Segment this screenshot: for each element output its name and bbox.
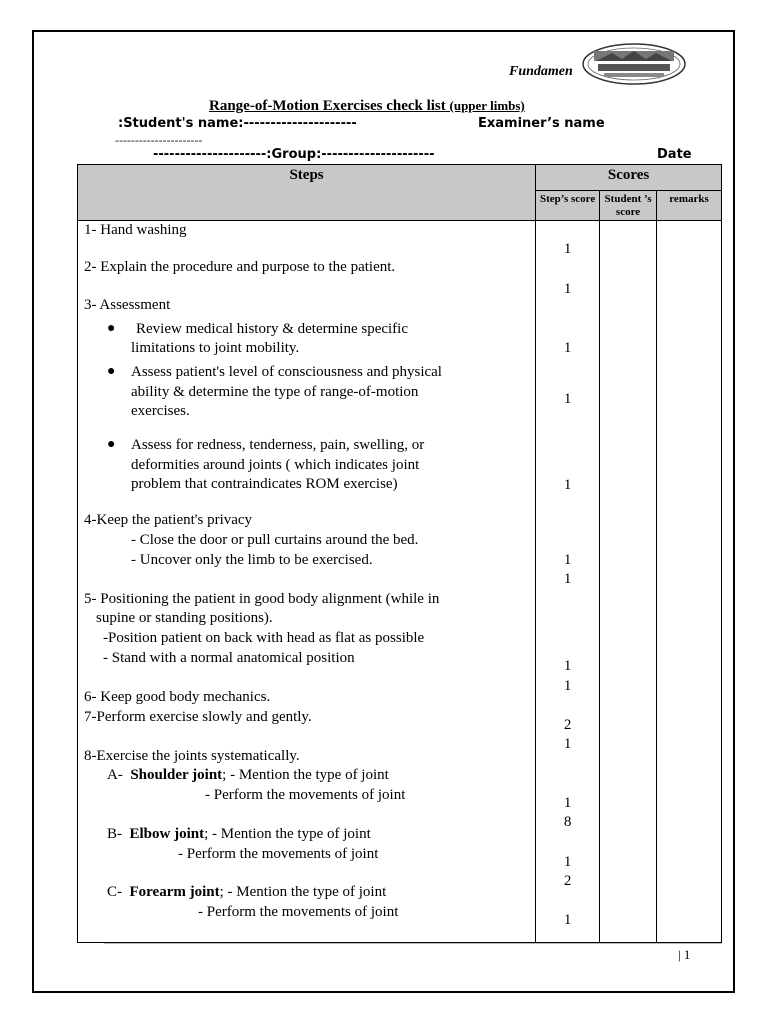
step-3-bullet-2-line-2: ability & determine the type of range-of-motion (131, 384, 419, 400)
step-3-bullet-1-line-2: limitations to joint mobility. (131, 340, 300, 356)
examiner-name-field: Examiner’s name (478, 116, 605, 131)
step-8-forearm-line-2: - Perform the movements of joint (198, 904, 399, 920)
step-3-bullet-2-line-1: Assess patient's level of consciousness and physical (131, 364, 442, 380)
step-5-line-1: 5- Positioning the patient in good body alignment (while in (84, 591, 440, 607)
score-value: 8 (563, 814, 572, 830)
remarks-header: remarks (657, 191, 722, 221)
step-8-shoulder: A- Shoulder joint; - Mention the type of joint (107, 767, 389, 783)
step-3: 3- Assessment (84, 297, 171, 313)
step-4: 4-Keep the patient's privacy (84, 512, 253, 528)
step-7: 7-Perform exercise slowly and gently. (84, 709, 312, 725)
student-score-header: Student ’s score (600, 191, 657, 221)
dash-line: ---------------------- (115, 134, 203, 147)
score-value: 1 (563, 795, 572, 811)
checklist-table (77, 164, 722, 943)
score-value: 1 (563, 736, 572, 752)
step-5-item-2: - Stand with a normal anatomical position (103, 650, 355, 666)
bullet-icon: ● (107, 364, 116, 379)
page-number: | 1 (678, 947, 691, 962)
score-value: 1 (563, 477, 572, 493)
step-5-line-2: supine or standing positions). (96, 610, 273, 626)
step-8-elbow: B- Elbow joint; - Mention the type of joint (107, 826, 371, 842)
step-3-bullet-1-line-1: Review medical history & determine specific (136, 321, 408, 337)
steps-score-header: Step’s score (536, 191, 600, 221)
steps-header: Steps (78, 165, 536, 221)
remarks-column[interactable] (657, 221, 722, 943)
step-5-item-1: -Position patient on back with head as flat as possible (103, 630, 425, 646)
score-value: 1 (563, 340, 572, 356)
step-8-forearm: C- Forearm joint; - Mention the type of joint (107, 884, 387, 900)
course-header: Fundamen (509, 64, 573, 79)
score-value: 1 (563, 241, 572, 257)
footer-divider (104, 943, 722, 944)
step-4-item-1: - Close the door or pull curtains around the bed. (131, 532, 419, 548)
step-2: 2- Explain the procedure and purpose to the patient. (84, 259, 396, 275)
steps-column (78, 221, 536, 943)
score-value: 1 (563, 912, 572, 928)
score-value: 1 (563, 391, 572, 407)
score-value: 2 (563, 873, 572, 889)
step-8: 8-Exercise the joints systematically. (84, 748, 300, 764)
bullet-icon: ● (107, 437, 116, 452)
score-value: 1 (563, 678, 572, 694)
score-value: 1 (563, 552, 572, 568)
score-value: 2 (563, 717, 572, 733)
step-6: 6- Keep good body mechanics. (84, 689, 271, 705)
step-4-item-2: - Uncover only the limb to be exercised. (131, 552, 373, 568)
step-8-shoulder-line-2: - Perform the movements of joint (205, 787, 406, 803)
group-field: ---------------------:Group:--------------------- (153, 147, 435, 162)
scores-header: Scores (536, 165, 722, 191)
bullet-icon: ● (107, 321, 116, 336)
step-1: 1- Hand washing (84, 222, 187, 238)
score-value: 1 (563, 281, 572, 297)
student-name-field: :Student's name:--------------------- (118, 116, 357, 131)
steps-score-column (536, 221, 600, 943)
score-value: 1 (563, 658, 572, 674)
step-8-elbow-line-2: - Perform the movements of joint (178, 846, 379, 862)
step-3-bullet-3-line-3: problem that contraindicates ROM exercise) (131, 476, 398, 492)
score-value: 1 (563, 854, 572, 870)
university-seal-icon (582, 43, 687, 85)
document-title: Range-of-Motion Exercises check list (upper limbs) (209, 98, 525, 114)
score-value: 1 (563, 571, 572, 587)
date-field: Date (657, 147, 692, 162)
student-score-column[interactable] (600, 221, 657, 943)
step-3-bullet-3-line-1: Assess for redness, tenderness, pain, swelling, or (131, 437, 425, 453)
step-3-bullet-2-line-3: exercises. (131, 403, 190, 419)
step-3-bullet-3-line-2: deformities around joints ( which indicates joint (131, 457, 420, 473)
